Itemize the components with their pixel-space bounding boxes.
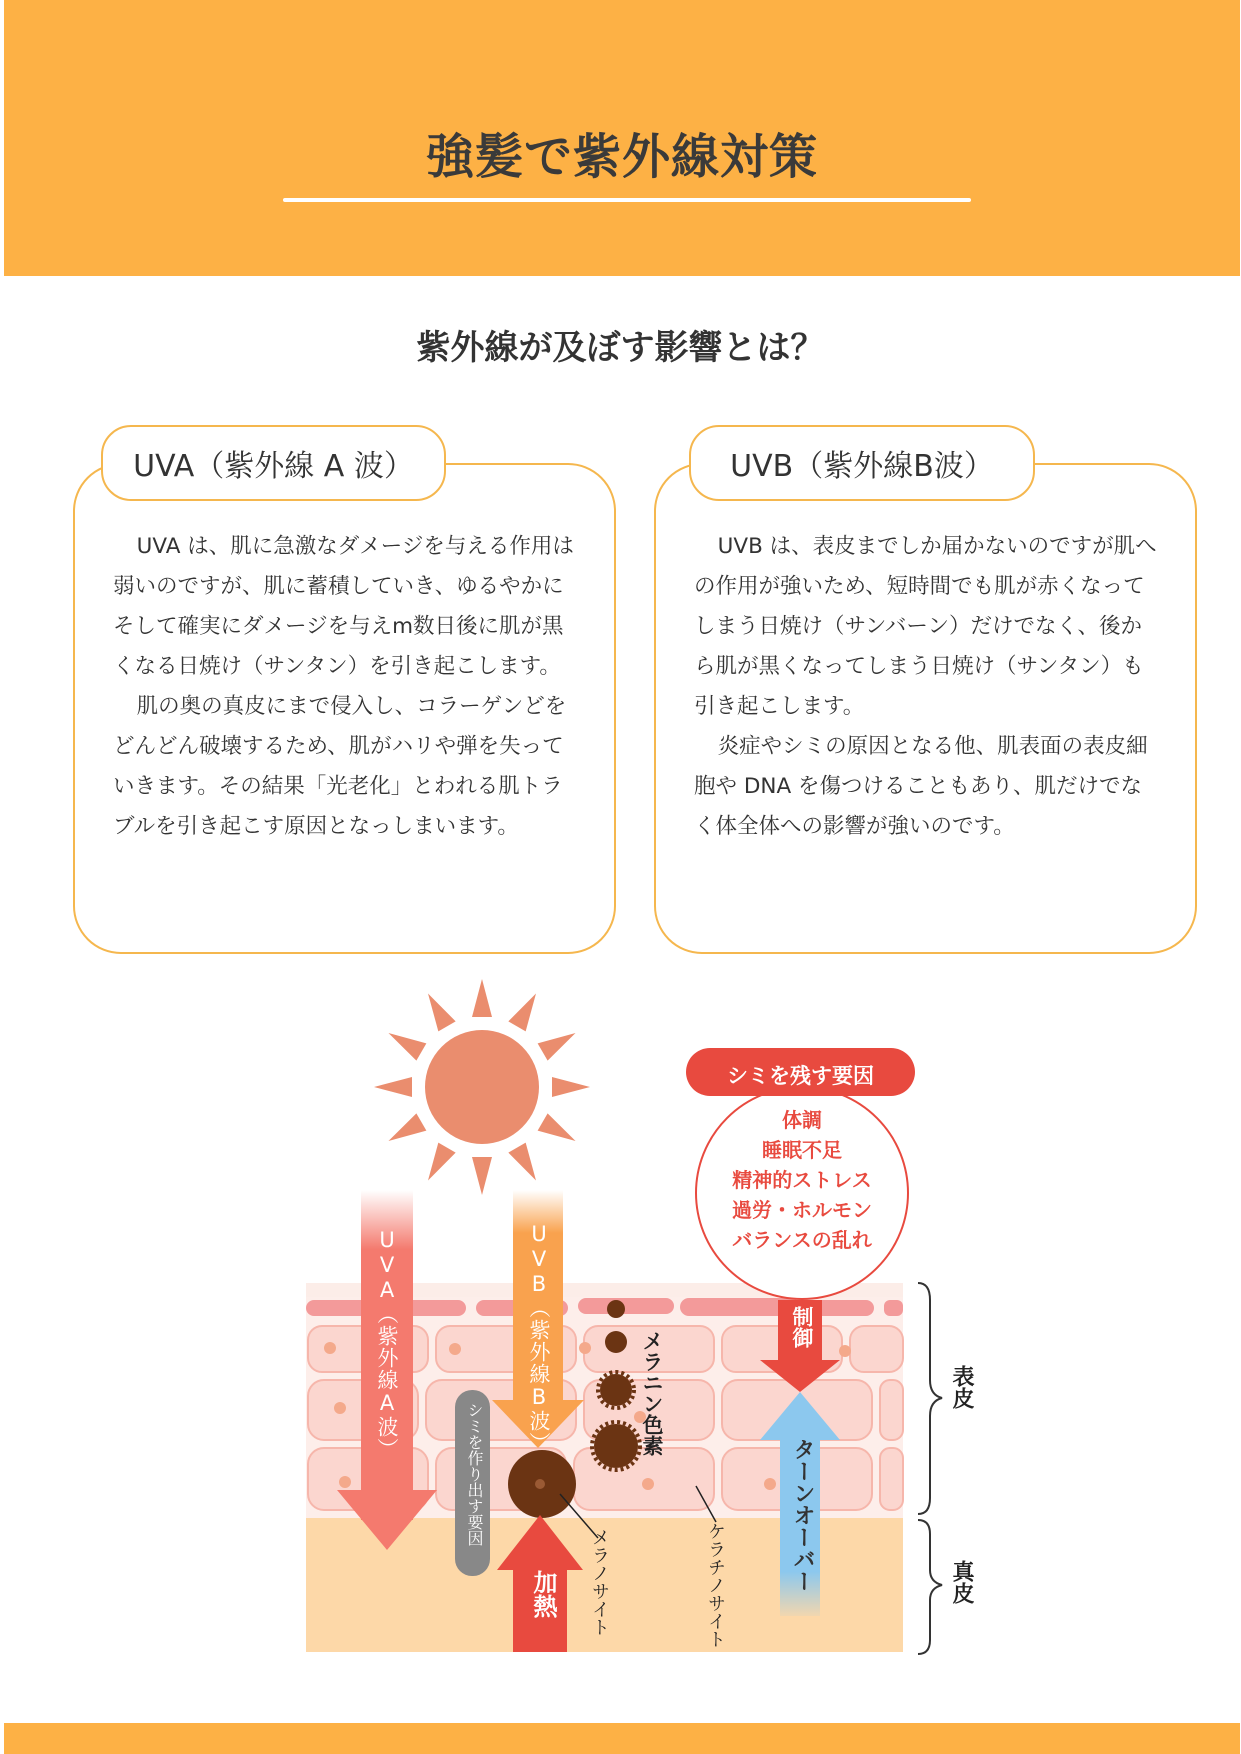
layer-braces bbox=[918, 1283, 942, 1654]
melanin-label: メラニン色素 bbox=[640, 1330, 664, 1456]
section-heading: 紫外線が及ぼす影響とは？ bbox=[416, 328, 825, 368]
remain-factor-item: バランスの乱れ bbox=[732, 1228, 872, 1252]
turnover-label: ターンオーバー bbox=[790, 1438, 815, 1592]
remain-factor-item: 体調 bbox=[782, 1108, 822, 1132]
uvb-card-title: UVB（紫外線B波） bbox=[689, 425, 1035, 501]
heat-label: 加熱 bbox=[529, 1570, 557, 1618]
remain-factors-list bbox=[702, 1105, 902, 1255]
uva-paragraph-1: UVA は、肌に急激なダメージを与える作用は弱いのですが、肌に蓄積していき、ゆるやかにそして確実にダメージを与えm数日後に肌が黒くなる日焼け（サンタン）を引き起こします。 bbox=[113, 534, 574, 679]
uva-card-title: UVA（紫外線 A 波） bbox=[101, 425, 446, 501]
remain-factor-item: 精神的ストレス bbox=[732, 1168, 872, 1192]
sun-icon bbox=[374, 979, 590, 1195]
footer-bar bbox=[4, 1723, 1240, 1754]
epidermis-label: 表皮 bbox=[949, 1365, 974, 1409]
uvb-paragraph-2: 炎症やシミの原因となる他、肌表面の表皮細胞や DNA を傷つけることもあり、肌だけでなく体全体への影響が強いのです。 bbox=[694, 734, 1148, 839]
dermis-label: 真皮 bbox=[949, 1560, 974, 1604]
remain-factor-item: 睡眠不足 bbox=[762, 1138, 842, 1162]
uvb-arrow-label: UVB（紫外線B波） bbox=[527, 1222, 551, 1454]
uva-paragraph-2: 肌の奥の真皮にまで侵入し、コラーゲンどをどんどん破壊するため、肌がハリや弾を失っていきます。その結果「光老化」とわれる肌トラブルを引き起こす原因となっしまいます。 bbox=[113, 694, 567, 839]
uvb-paragraph-1: UVB は、表皮までしか届かないのですが肌への作用が強いため、短時間でも肌が赤くなってしまう日焼け（サンバーン）だけでなく、後から肌が黒くなってしまう日焼け（サンタン）も引き起こします。 bbox=[694, 534, 1157, 719]
keratinocyte-label: ケラチノサイト bbox=[705, 1522, 726, 1648]
uva-arrow-label: UVA（紫外線A波） bbox=[375, 1228, 399, 1460]
remain-factors-title: シミを残す要因 bbox=[727, 1064, 874, 1088]
melanocyte-label: メラノサイト bbox=[589, 1528, 610, 1636]
page-title: 強髪で紫外線対策 bbox=[425, 129, 818, 185]
control-label: 制御 bbox=[790, 1306, 814, 1348]
remain-factor-item: 過労・ホルモン bbox=[732, 1198, 872, 1222]
spot-cause-label: シミを作り出す要因 bbox=[465, 1402, 484, 1546]
